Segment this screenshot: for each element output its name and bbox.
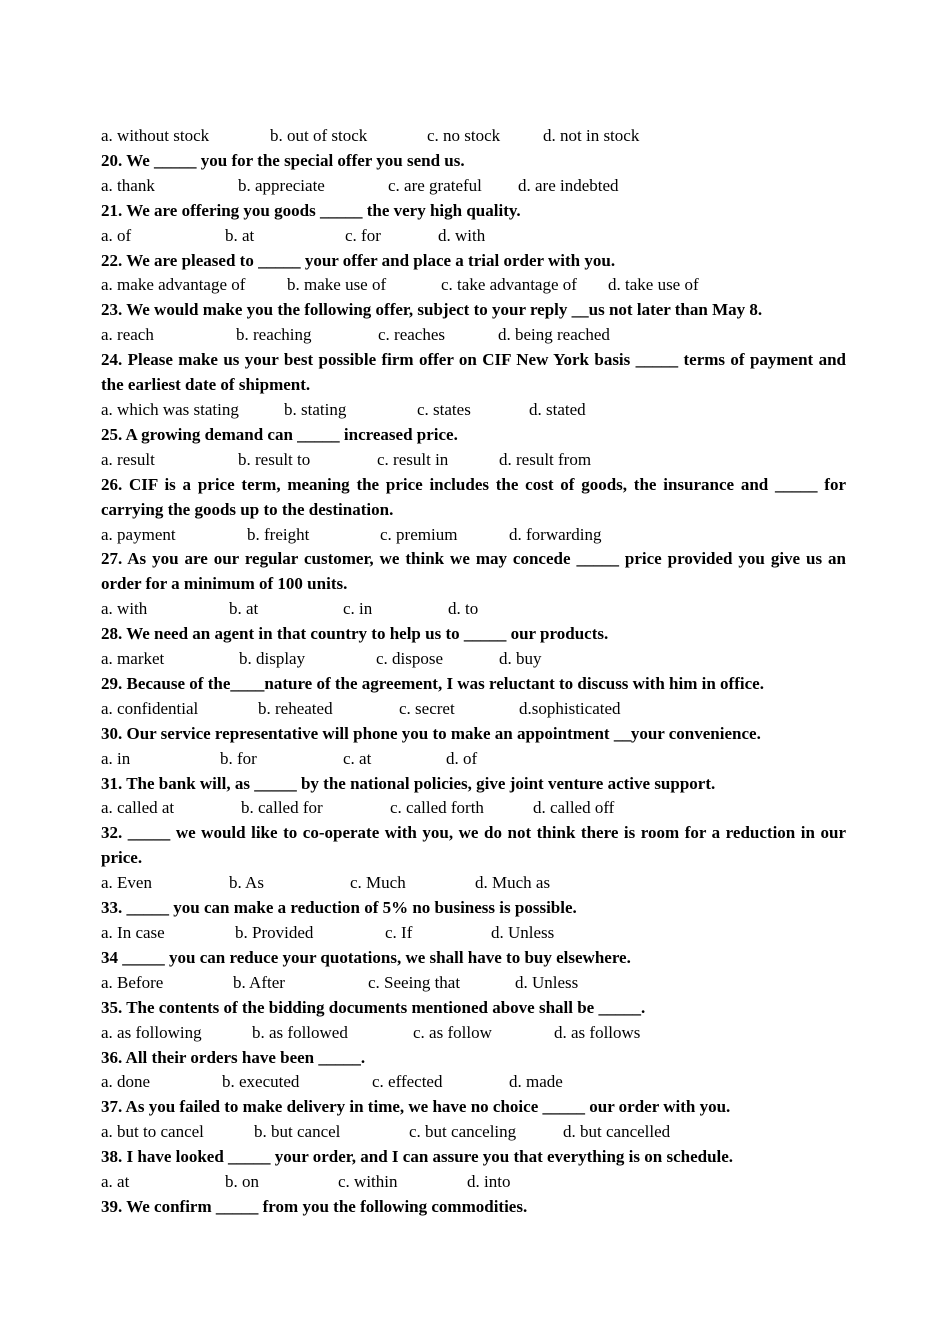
question-text: 38. I have looked _____ your order, and I can assure you that everything is on schedule. (101, 1147, 734, 1167)
option-a: a. thank (101, 175, 155, 195)
question-text: 22. We are pleased to _____ your offer and place a trial order with you. (101, 250, 616, 270)
answer-options (101, 1170, 846, 1195)
option-c: c. take advantage of (441, 275, 577, 295)
answer-options (101, 971, 846, 996)
question-text: 28. We need an agent in that country to help us to _____ our products. (101, 624, 609, 644)
option-c: c. as follow (413, 1022, 492, 1042)
option-a: a. confidential (101, 698, 199, 718)
option-b: b. as followed (252, 1022, 348, 1042)
question-text: 33. _____ you can make a reduction of 5% no business is possible. (101, 898, 577, 918)
answer-options (101, 647, 846, 672)
question-text: 23. We would make you the following offer, subject to your reply __us not later than May 8. (101, 300, 763, 320)
question-list (101, 124, 846, 1220)
option-d: d. to (448, 599, 479, 619)
option-d: d. Unless (491, 923, 555, 942)
question-text: 31. The bank will, as _____ by the national policies, give joint venture active support. (101, 773, 716, 793)
option-a: a. in (101, 748, 131, 768)
option-a: a. which was stating (101, 399, 239, 419)
answer-options (101, 747, 846, 772)
option-c: c. effected (372, 1072, 443, 1092)
answer-options (101, 1120, 846, 1145)
option-d: d. result from (499, 449, 592, 469)
answer-options (101, 448, 846, 473)
answer-options (101, 597, 846, 622)
option-c: c. are grateful (388, 175, 482, 195)
option-b: b. freight (247, 524, 310, 544)
answer-options (101, 1070, 846, 1095)
option-a: a. reach (101, 325, 154, 345)
question-text: 36. All their orders have been _____. (101, 1047, 366, 1067)
option-a: a. of (101, 225, 132, 245)
question-text: 27. As you are our regular customer, we think we may concede _____ price provided you give us an order for a minimum of 100 units. (101, 549, 846, 594)
option-b: b. make use of (287, 275, 387, 295)
question-text: 35. The contents of the bidding documents mentioned above shall be _____. (101, 997, 646, 1017)
question-text: 25. A growing demand can _____ increased price. (101, 424, 458, 444)
option-d: d. Unless (515, 972, 579, 992)
option-a: a. without stock (101, 126, 210, 145)
option-c: c. no stock (427, 126, 501, 145)
option-b: b. for (220, 748, 257, 768)
option-d: d. Much as (475, 873, 551, 893)
question-text: 32. _____ we would like to co-operate with you, we do not think there is room for a reduction in our price. (101, 823, 846, 868)
answer-options (101, 174, 846, 199)
question-text: 37. As you failed to make delivery in time, we have no choice _____ our order with you. (101, 1097, 731, 1117)
option-d: d. forwarding (509, 524, 602, 544)
option-a: a. but to cancel (101, 1122, 204, 1142)
option-c: c. premium (380, 524, 458, 544)
option-d: d. being reached (498, 325, 610, 345)
option-d: d. made (509, 1072, 563, 1092)
option-b: b. result to (238, 449, 311, 469)
option-c: c. If (385, 923, 413, 942)
option-d: d. into (467, 1172, 511, 1192)
option-c: c. dispose (376, 649, 444, 669)
option-b: b. reaching (236, 325, 312, 345)
option-d: d. are indebted (518, 175, 619, 195)
option-c: c. result in (377, 449, 449, 469)
option-b: b. Provided (235, 923, 314, 942)
option-d: d. as follows (554, 1022, 641, 1042)
option-a: a. at (101, 1172, 130, 1192)
question-text: 26. CIF is a price term, meaning the price includes the cost of goods, the insurance and _____ for carrying the goods up to the destination. (101, 474, 846, 519)
option-b: b. stating (284, 399, 347, 419)
option-a: a. called at (101, 798, 175, 818)
option-d: d. stated (529, 399, 586, 419)
option-c: c. states (417, 399, 471, 419)
option-c: c. secret (399, 698, 455, 718)
option-b: b. executed (222, 1072, 300, 1092)
option-d: d. called off (533, 798, 615, 818)
question-text: 39. We confirm _____ from you the following commodities. (101, 1196, 528, 1216)
answer-options (101, 697, 846, 722)
question-text: 20. We _____ you for the special offer you send us. (101, 150, 465, 170)
option-b: b. at (225, 225, 255, 245)
question-text: 34 _____ you can reduce your quotations, we shall have to buy elsewhere. (101, 947, 631, 967)
option-b: b. reheated (258, 698, 333, 718)
answer-options (101, 398, 846, 423)
option-a: a. market (101, 649, 165, 669)
option-a: a. Even (101, 873, 152, 893)
answer-options (101, 796, 846, 821)
option-d: d. buy (499, 649, 542, 669)
option-b: b. After (233, 972, 285, 992)
option-c: c. but canceling (409, 1122, 517, 1142)
option-c: c. within (338, 1172, 398, 1192)
answer-options (101, 1021, 846, 1046)
option-a: a. with (101, 599, 148, 619)
answer-options (101, 921, 846, 946)
option-b: b. on (225, 1172, 259, 1192)
option-c: c. Seeing that (368, 972, 461, 992)
answer-options (101, 323, 846, 348)
option-a: a. payment (101, 524, 176, 544)
option-d: d. of (446, 748, 478, 768)
option-b: b. called for (241, 798, 323, 818)
option-c: c. called forth (390, 798, 484, 818)
option-b: b. display (239, 649, 306, 669)
question-text: 24. Please make us your best possible firm offer on CIF New York basis _____ terms of payment and the earliest date of shipment. (101, 350, 846, 395)
option-a: a. done (101, 1072, 151, 1092)
answer-options (101, 124, 846, 149)
option-b: b. at (229, 599, 259, 619)
option-d: d. but cancelled (563, 1122, 671, 1142)
option-a: a. result (101, 449, 155, 469)
option-d: d.sophisticated (519, 698, 621, 718)
option-c: c. Much (350, 873, 406, 893)
option-d: d. with (438, 225, 486, 245)
option-c: c. in (343, 599, 373, 619)
option-b: b. but cancel (254, 1122, 341, 1142)
answer-options (101, 523, 846, 548)
question-text: 30. Our service representative will phone you to make an appointment __your convenience. (101, 723, 761, 743)
option-c: c. at (343, 748, 372, 768)
option-b: b. As (229, 873, 264, 893)
option-a: a. In case (101, 923, 165, 942)
question-text: 21. We are offering you goods _____ the very high quality. (101, 200, 521, 220)
option-c: c. reaches (378, 325, 446, 345)
option-b: b. appreciate (238, 175, 325, 195)
option-d: d. take use of (608, 275, 699, 295)
answer-options (101, 273, 846, 298)
option-d: d. not in stock (543, 126, 640, 145)
option-a: a. make advantage of (101, 275, 246, 295)
option-b: b. out of stock (270, 126, 368, 145)
answer-options (101, 224, 846, 249)
answer-options (101, 871, 846, 896)
option-a: a. Before (101, 972, 164, 992)
option-a: a. as following (101, 1022, 202, 1042)
question-text: 29. Because of the____nature of the agreement, I was reluctant to discuss with him in office. (101, 673, 764, 693)
option-c: c. for (345, 225, 381, 245)
